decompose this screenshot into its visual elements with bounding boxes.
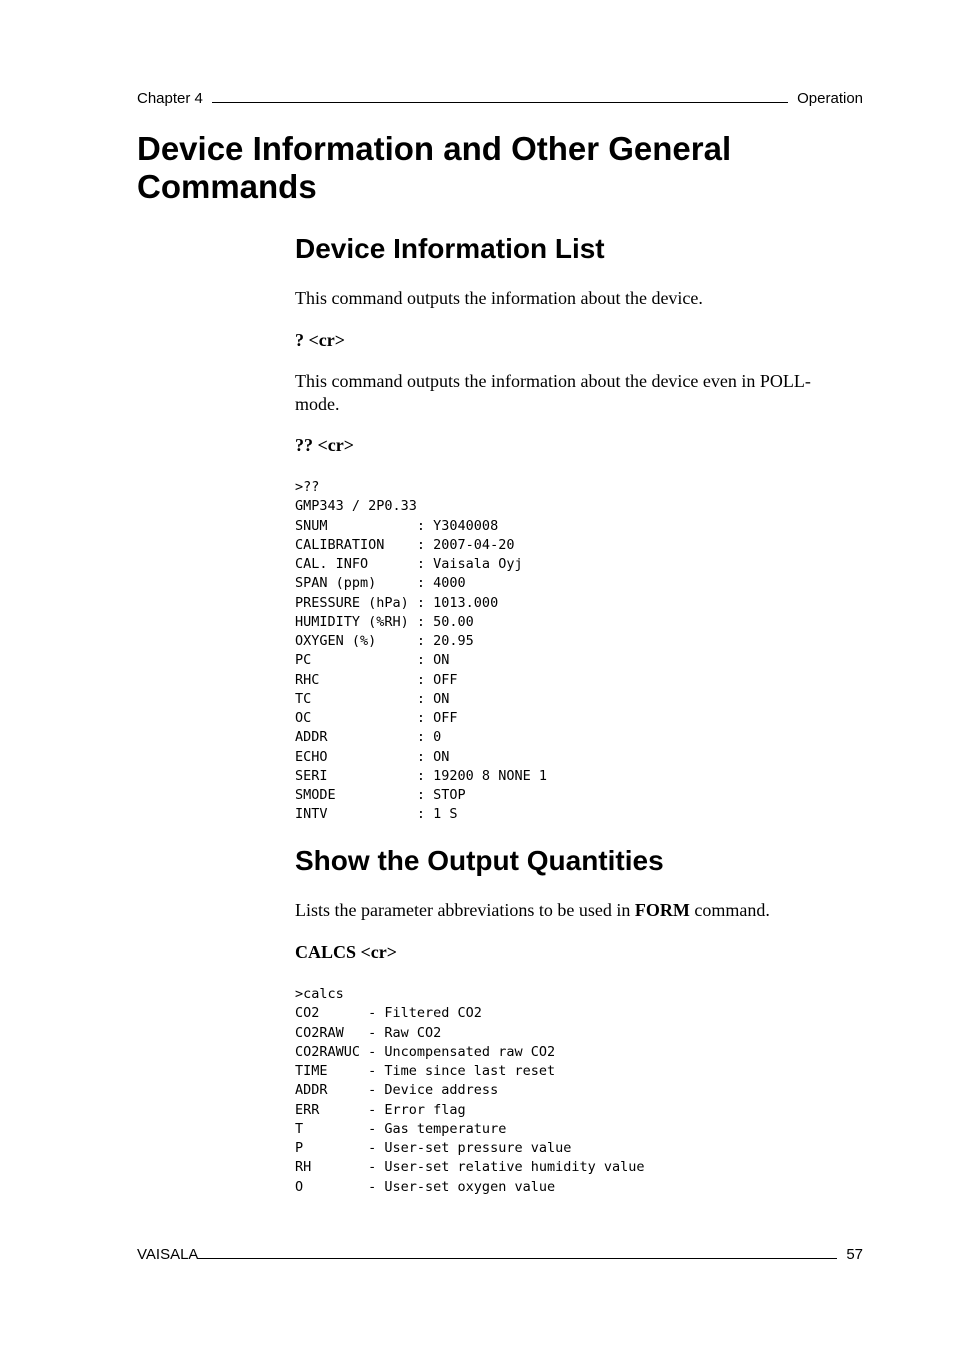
page-footer: [137, 1243, 863, 1263]
output-quantities-paragraph: Lists the parameter abbreviations to be used in FORM command.: [295, 900, 770, 920]
heading-device-information-list: Device Information List: [295, 233, 605, 264]
page-header: [137, 87, 863, 107]
calcs-output: >calcs CO2 - Filtered CO2 CO2RAW - Raw CO2 CO2RAWUC - Uncompensated raw CO2 TIME - Time since last reset ADDR - Device address ERR - Error flag T - Gas temperature P - User-set pressure value RH - User-set relative humidity value O - User-set oxygen value: [295, 986, 645, 1195]
device-info-output: >?? GMP343 / 2P0.33 SNUM : Y3040008 CALIBRATION : 2007-04-20 CAL. INFO : Vaisala Oyj SPAN (ppm) : 4000 PRESSURE (hPa) : 1013.000 HUMIDITY (%RH) : 50.00 OXYGEN (%) : 20.95 PC : ON RHC : OFF TC : ON OC : OFF ADDR : 0 ECHO : ON SERI : 19200 8 NONE 1 SMODE : STOP INTV : 1 S: [295, 479, 547, 823]
page-number: 57: [846, 1246, 863, 1263]
device-info-paragraph-1: This command outputs the information about the device.: [295, 288, 703, 308]
command-calcs: CALCS <cr>: [295, 942, 398, 962]
form-keyword: FORM: [634, 900, 690, 920]
footer-rule: [198, 1258, 837, 1259]
section-label: Operation: [797, 90, 863, 107]
page-title: Device Information and Other General Commands: [137, 130, 732, 205]
header-rule: [212, 102, 788, 103]
command-double-question: ?? <cr>: [295, 435, 354, 455]
command-question: ? <cr>: [295, 330, 345, 350]
heading-show-output-quantities: Show the Output Quantities: [295, 845, 664, 876]
footer-brand: VAISALA: [137, 1246, 199, 1263]
chapter-label: Chapter 4: [137, 90, 203, 107]
device-info-paragraph-2: This command outputs the information about the device even in POLL-mode.: [295, 371, 811, 414]
